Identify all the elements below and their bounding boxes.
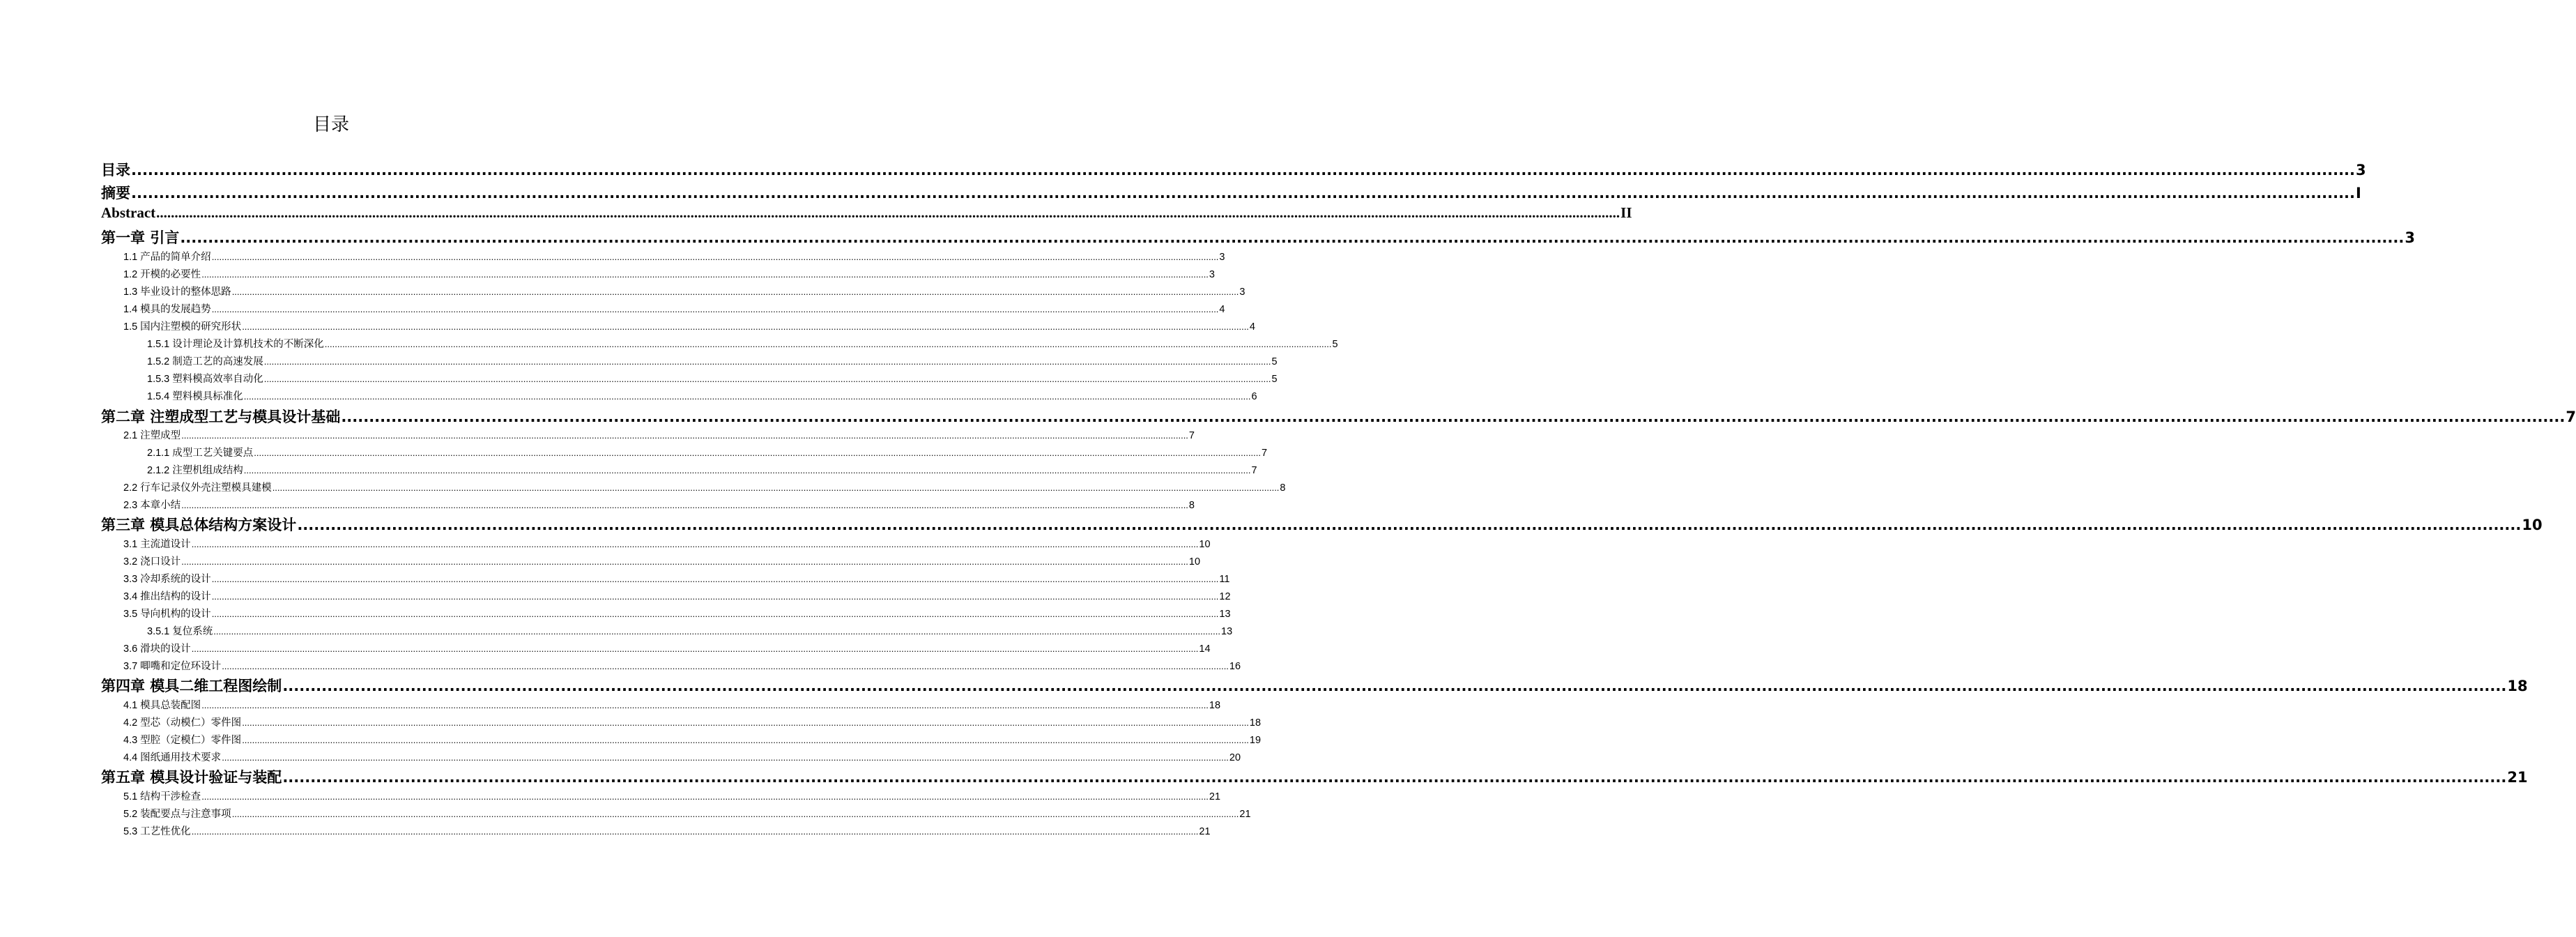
toc-leader-dots: ................................................................................................................................................................................................................................................................................................................................................................................................................: [131, 162, 2356, 178]
toc-entry-label: 3.6 滑块的设计: [123, 643, 191, 655]
toc-entry-label: 1.2 开模的必要性: [123, 269, 201, 280]
toc-entry-label: 目录: [101, 162, 130, 178]
toc-entry-label: 3.4 推出结构的设计: [123, 591, 211, 602]
toc-entry-page: 13: [1221, 626, 1233, 637]
toc-entry[interactable]: [101, 159, 2366, 180]
toc-entry[interactable]: [123, 823, 1211, 839]
toc-entry-page: 8: [1280, 482, 1286, 494]
toc-entry[interactable]: [101, 227, 2415, 247]
toc-entry-page: 10: [1188, 556, 1201, 567]
toc-entry[interactable]: [147, 462, 1257, 478]
toc-entry-label: 2.1 注塑成型: [123, 430, 181, 441]
toc-entry-page: 13: [1219, 609, 1231, 620]
toc-leader-dots: ................................................................................................................................................................................................................................................................................................................................................................................................................: [201, 269, 1209, 280]
toc-entry[interactable]: [147, 388, 1257, 404]
toc-entry-page: 14: [1199, 643, 1211, 655]
toc-entry-page: 4: [1219, 304, 1225, 315]
toc-entry[interactable]: [101, 182, 2361, 203]
toc-leader-dots: ................................................................................................................................................................................................................................................................................................................................................................................................................: [263, 356, 1271, 367]
toc-entry-label: 2.2 行车记录仪外壳注塑模具建模: [123, 482, 272, 494]
toc-entry-page: 16: [1229, 661, 1241, 672]
toc-entry[interactable]: [147, 353, 1278, 369]
toc-entry-label: Abstract: [101, 204, 156, 221]
toc-entry[interactable]: [123, 554, 1201, 569]
toc-entry-page: 21: [1199, 826, 1211, 837]
toc-entry-page: 3: [1219, 252, 1225, 263]
toc-entry-page: 5: [1271, 374, 1278, 385]
toc-leader-dots: ................................................................................................................................................................................................................................................................................................................................................................................................................: [191, 539, 1199, 549]
toc-leader-dots: ................................................................................................................................................................................................................................................................................................................................................................................................................: [231, 809, 1239, 819]
toc-entry[interactable]: [123, 789, 1221, 804]
toc-entry[interactable]: [123, 641, 1211, 656]
toc-leader-dots: ................................................................................................................................................................................................................................................................................................................................................................................................................: [201, 700, 1209, 710]
toc-entry-page: 3: [1209, 269, 1215, 280]
toc-entry-page: 7: [1251, 465, 1257, 476]
toc-entry-label: 3.5 导向机构的设计: [123, 609, 211, 620]
toc-entry-label: 第三章 模具总体结构方案设计: [101, 517, 297, 533]
toc-entry-page: 4: [1249, 321, 1255, 333]
toc-leader-dots: ................................................................................................................................................................................................................................................................................................................................................................................................................: [231, 287, 1239, 297]
toc-leader-dots: ................................................................................................................................................................................................................................................................................................................................................................................................................: [181, 556, 1188, 567]
toc-entry[interactable]: [101, 406, 2576, 427]
toc-entry-label: 3.3 冷却系统的设计: [123, 574, 211, 585]
toc-entry-label: 5.2 装配要点与注意事项: [123, 809, 231, 820]
toc-entry[interactable]: [123, 319, 1255, 334]
toc-leader-dots: ................................................................................................................................................................................................................................................................................................................................................................................................................: [211, 574, 1219, 584]
toc-entry-page: 20: [1229, 752, 1241, 763]
toc-leader-dots: ................................................................................................................................................................................................................................................................................................................................................................................................................: [282, 678, 2507, 694]
toc-entry[interactable]: [147, 371, 1278, 386]
toc-entry-page: 12: [1219, 591, 1231, 602]
toc-entry-page: 3: [2356, 162, 2366, 178]
toc-entry-page: 8: [1188, 500, 1195, 511]
toc-entry[interactable]: [123, 606, 1231, 621]
toc-entry-label: 第二章 注塑成型工艺与模具设计基础: [101, 409, 341, 425]
toc-entry-label: 1.3 毕业设计的整体思路: [123, 287, 231, 298]
toc-leader-dots: ................................................................................................................................................................................................................................................................................................................................................................................................................: [211, 591, 1219, 602]
toc-entry-page: 5: [1271, 356, 1278, 367]
toc-entry[interactable]: [101, 766, 2528, 787]
toc-entry[interactable]: [123, 427, 1195, 443]
toc-leader-dots: ................................................................................................................................................................................................................................................................................................................................................................................................................: [181, 430, 1188, 441]
toc-entry-label: 2.1.2 注塑机组成结构: [147, 465, 243, 476]
toc-entry-label: 4.2 型芯（动模仁）零件图: [123, 717, 242, 729]
toc-entry[interactable]: [101, 204, 1632, 225]
toc-leader-dots: ................................................................................................................................................................................................................................................................................................................................................................................................................: [254, 448, 1262, 458]
toc-entry[interactable]: [123, 266, 1215, 282]
toc-entry[interactable]: [123, 806, 1251, 821]
toc-leader-dots: ................................................................................................................................................................................................................................................................................................................................................................................................................: [156, 204, 1620, 221]
toc-entry[interactable]: [123, 588, 1231, 604]
toc-entry-label: 1.5 国内注塑模的研究形状: [123, 321, 242, 333]
toc-entry[interactable]: [123, 497, 1195, 512]
toc-entry[interactable]: [123, 536, 1211, 551]
toc-entry-page: 10: [2522, 517, 2543, 533]
toc-leader-dots: ................................................................................................................................................................................................................................................................................................................................................................................................................: [191, 643, 1199, 654]
toc-entry-page: 5: [1332, 339, 1338, 350]
toc-leader-dots: ................................................................................................................................................................................................................................................................................................................................................................................................................: [243, 465, 1251, 475]
toc-entry[interactable]: [101, 514, 2543, 535]
toc-entry[interactable]: [123, 249, 1225, 264]
toc-entry-page: 21: [2507, 769, 2528, 786]
toc-entry-page: 19: [1249, 735, 1262, 746]
toc-entry-page: 3: [2405, 229, 2415, 246]
toc-entry-label: 1.4 模具的发展趋势: [123, 304, 211, 315]
toc-leader-dots: ................................................................................................................................................................................................................................................................................................................................................................................................................: [213, 626, 1221, 637]
toc-entry-page: 18: [2507, 678, 2528, 694]
toc-entry[interactable]: [123, 658, 1241, 673]
toc-leader-dots: ................................................................................................................................................................................................................................................................................................................................................................................................................: [201, 791, 1209, 802]
toc-entry-label: 摘要: [101, 185, 130, 201]
toc-entry-page: 10: [1199, 539, 1211, 550]
toc-leader-dots: ................................................................................................................................................................................................................................................................................................................................................................................................................: [181, 500, 1188, 510]
toc-leader-dots: ................................................................................................................................................................................................................................................................................................................................................................................................................: [180, 229, 2405, 246]
toc-entry-label: 1.5.4 塑料模具标准化: [147, 391, 243, 402]
toc-entry[interactable]: [123, 732, 1262, 747]
toc-entry-page: 11: [1219, 574, 1230, 585]
toc-entry-page: 21: [1209, 791, 1221, 802]
toc-entry-page: I: [2356, 185, 2361, 201]
toc-entry-label: 5.3 工艺性优化: [123, 826, 191, 837]
toc-entry-label: 4.3 型腔（定模仁）零件图: [123, 735, 242, 746]
toc-entry-label: 5.1 结构干涉检查: [123, 791, 201, 802]
toc-entry[interactable]: [147, 623, 1233, 639]
toc-entry-label: 3.2 浇口设计: [123, 556, 181, 567]
toc-leader-dots: ................................................................................................................................................................................................................................................................................................................................................................................................................: [263, 374, 1271, 384]
toc-leader-dots: ................................................................................................................................................................................................................................................................................................................................................................................................................: [297, 517, 2522, 533]
toc-leader-dots: ................................................................................................................................................................................................................................................................................................................................................................................................................: [211, 252, 1219, 262]
toc-leader-dots: ................................................................................................................................................................................................................................................................................................................................................................................................................: [243, 391, 1251, 402]
toc-entry-page: 7: [1262, 448, 1268, 459]
toc-entry-page: 21: [1239, 809, 1251, 820]
toc-entry-label: 3.7 唧嘴和定位环设计: [123, 661, 222, 672]
toc-leader-dots: ................................................................................................................................................................................................................................................................................................................................................................................................................: [341, 409, 2566, 425]
toc-entry-label: 2.1.1 成型工艺关键要点: [147, 448, 254, 459]
toc-leader-dots: ................................................................................................................................................................................................................................................................................................................................................................................................................: [211, 609, 1219, 619]
toc-entry-page: 6: [1251, 391, 1257, 402]
toc-leader-dots: ................................................................................................................................................................................................................................................................................................................................................................................................................: [222, 661, 1229, 671]
toc-entry-label: 1.5.2 制造工艺的高速发展: [147, 356, 263, 367]
toc-leader-dots: ................................................................................................................................................................................................................................................................................................................................................................................................................: [242, 321, 1249, 332]
toc-entry-label: 3.1 主流道设计: [123, 539, 191, 550]
toc-entry-label: 1.5.1 设计理论及计算机技术的不断深化: [147, 339, 324, 350]
toc-entry-label: 1.1 产品的简单介绍: [123, 252, 211, 263]
toc-entry[interactable]: [101, 675, 2528, 696]
toc-entry-label: 第五章 模具设计验证与装配: [101, 769, 282, 786]
toc-entry-page: 18: [1249, 717, 1262, 729]
toc-entry-label: 4.4 图纸通用技术要求: [123, 752, 222, 763]
toc-entry-label: 2.3 本章小结: [123, 500, 181, 511]
toc-entry-page: 7: [2566, 409, 2576, 425]
toc-leader-dots: ................................................................................................................................................................................................................................................................................................................................................................................................................: [324, 339, 1332, 349]
toc-entry-label: 4.1 模具总装配图: [123, 700, 201, 711]
toc-entry-page: 3: [1239, 287, 1245, 298]
page-title: 目录: [312, 114, 349, 135]
toc-leader-dots: ................................................................................................................................................................................................................................................................................................................................................................................................................: [211, 304, 1219, 314]
toc-entry[interactable]: [123, 301, 1225, 317]
toc-entry[interactable]: [123, 284, 1245, 299]
toc-entry[interactable]: [123, 749, 1241, 765]
toc-leader-dots: ................................................................................................................................................................................................................................................................................................................................................................................................................: [242, 735, 1249, 745]
toc-entry[interactable]: [147, 336, 1338, 351]
toc-leader-dots: ................................................................................................................................................................................................................................................................................................................................................................................................................: [242, 717, 1249, 728]
toc-leader-dots: ................................................................................................................................................................................................................................................................................................................................................................................................................: [282, 769, 2507, 786]
toc-entry-page: 7: [1188, 430, 1195, 441]
toc-entry[interactable]: [147, 445, 1268, 460]
toc-leader-dots: ................................................................................................................................................................................................................................................................................................................................................................................................................: [222, 752, 1229, 763]
toc-leader-dots: ................................................................................................................................................................................................................................................................................................................................................................................................................: [191, 826, 1199, 837]
toc-entry-label: 1.5.3 塑料模高效率自动化: [147, 374, 263, 385]
toc-leader-dots: ................................................................................................................................................................................................................................................................................................................................................................................................................: [131, 185, 2356, 201]
toc-entry[interactable]: [123, 715, 1262, 730]
toc-entry-label: 第一章 引言: [101, 229, 180, 246]
toc-entry-label: 3.5.1 复位系统: [147, 626, 213, 637]
toc-entry[interactable]: [123, 571, 1230, 586]
toc-entry-label: 第四章 模具二维工程图绘制: [101, 678, 282, 694]
toc-entry-page: 18: [1209, 700, 1221, 711]
toc-entry-page: II: [1620, 204, 1632, 221]
toc-leader-dots: ................................................................................................................................................................................................................................................................................................................................................................................................................: [272, 482, 1280, 493]
toc-entry[interactable]: [123, 480, 1286, 495]
toc-entry[interactable]: [123, 697, 1221, 713]
